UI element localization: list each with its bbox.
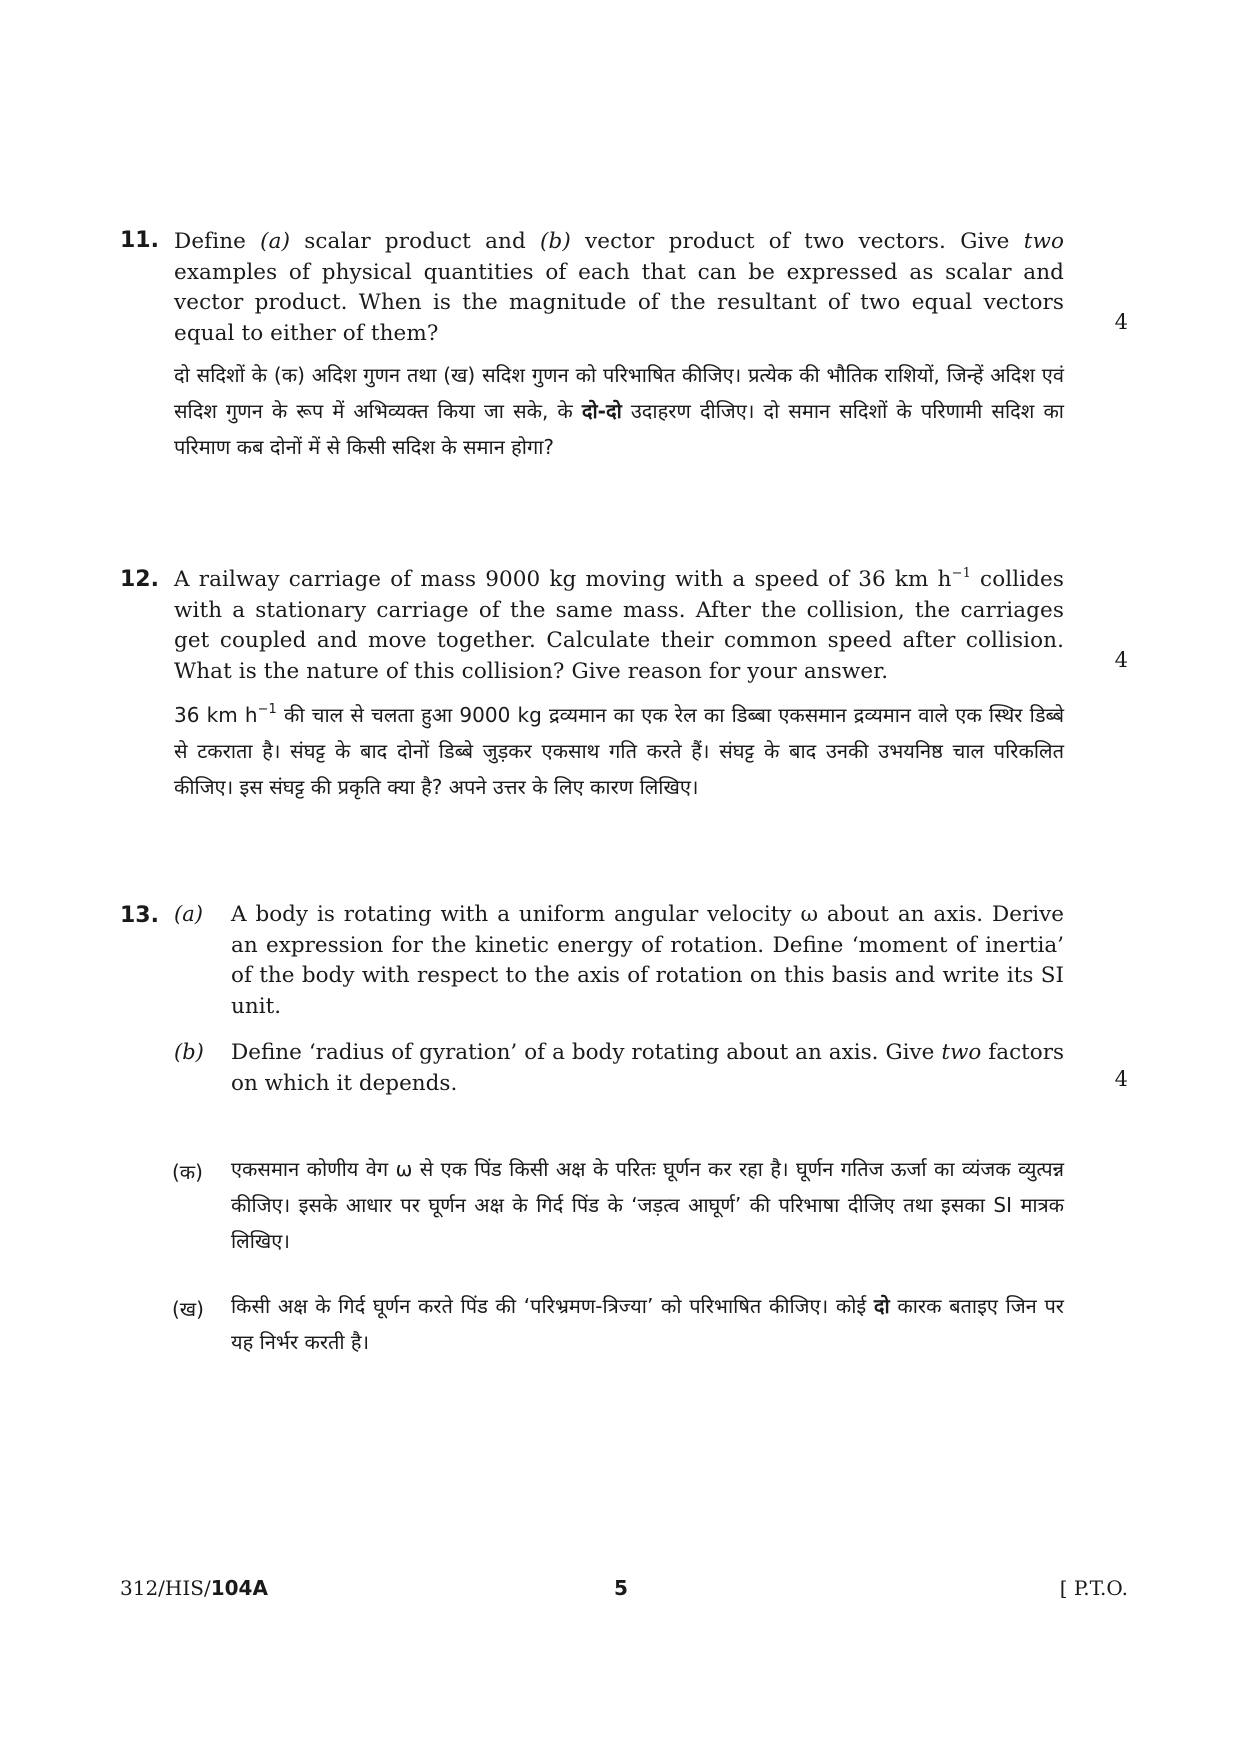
marks: 4	[1114, 648, 1128, 672]
sub-label-kha: (ख)	[172, 1297, 204, 1321]
page-number: 5	[614, 1576, 628, 1600]
sub-label-b: (b)	[174, 1040, 204, 1064]
question-number: 13.	[120, 903, 159, 928]
part-kha-text: किसी अक्ष के गिर्द घूर्णन करते पिंड की ‘परिभ्रमण-त्रिज्या’ को परिभाषित कीजिए। कोई दो कारक बताइए जिन पर यह निर्भर करती है।	[231, 1294, 1064, 1354]
part-ka-text: एकसमान कोणीय वेग ω से एक पिंड किसी अक्ष के परितः घूर्णन कर रहा है। घूर्णन गतिज ऊर्जा का व्यंजक व्युत्पन्न कीजिए। इसके आधार पर घूर्णन अक्ष के गिर्द पिंड के ‘जड़त्व आघूर्ण’ की परिभाषा दीजिए तथा इसका SI मात्रक लिखिए।	[231, 1157, 1064, 1253]
question-english-text: A railway carriage of mass 9000 kg moving with a speed of 36 km $h^{-1}$ collides with a stationary carriage of the same mass. After the collision, the carriages get coupled and move together. Calculate their common speed after collision. What is the nature of this collision? Give reason for your answer.	[174, 566, 1064, 684]
question-english-text: Define (a) scalar product and (b) vector product of two vectors. Give two examples of physical quantities of each that can be expressed as scalar and vector product. When is the magnitude of the resultant of two equal vectors equal to either of them?	[174, 229, 1064, 346]
sub-label-a: (a)	[174, 902, 203, 926]
question-hindi-text: 36 km $h^{-1}$ की चाल से चलता हुआ 9000 kg द्रव्यमान का एक रेल का डिब्बा एकसमान द्रव्यमान वाले एक स्थिर डिब्बे से टकराता है। संघट्ट के बाद दोनों डिब्बे जुड़कर एकसाथ गति करते हैं। संघट्ट के बाद उनकी उभयनिष्ठ चाल परिकलित कीजिए। इस संघट्ट की प्रकृति क्या है? अपने उत्तर के लिए कारण लिखिए।	[174, 702, 1065, 799]
sub-label-ka: (क)	[172, 1160, 203, 1184]
marks: 4	[1114, 310, 1128, 334]
part-a-text: A body is rotating with a uniform angular velocity ω about an axis. Derive an expression for the kinetic energy of rotation. Define ‘moment of inertia’ of the body with respect to the axis of rotation on this basis and write its SI unit.	[231, 902, 1064, 1019]
part-b-text: Define ‘radius of gyration’ of a body rotating about an axis. Give two factors on which it depends.	[231, 1040, 1065, 1096]
pto-note: [ P.T.O.	[1059, 1576, 1128, 1600]
question-number: 11.	[120, 228, 159, 253]
question-hindi-text: दो सदिशों के (क) अदिश गुणन तथा (ख) सदिश गुणन को परिभाषित कीजिए। प्रत्येक की भौतिक राशियों, जिन्हें अदिश एवं सदिश गुणन के रूप में अभिव्यक्त किया जा सके, के दो-दो उदाहरण दीजिए। दो समान सदिशों के परिणामी सदिश का परिमाण कब दोनों में से किसी सदिश के समान होगा?	[174, 363, 1064, 459]
paper-code: 312/HIS/104A	[120, 1576, 268, 1600]
marks: 4	[1114, 1067, 1128, 1091]
question-number: 12.	[120, 567, 159, 592]
